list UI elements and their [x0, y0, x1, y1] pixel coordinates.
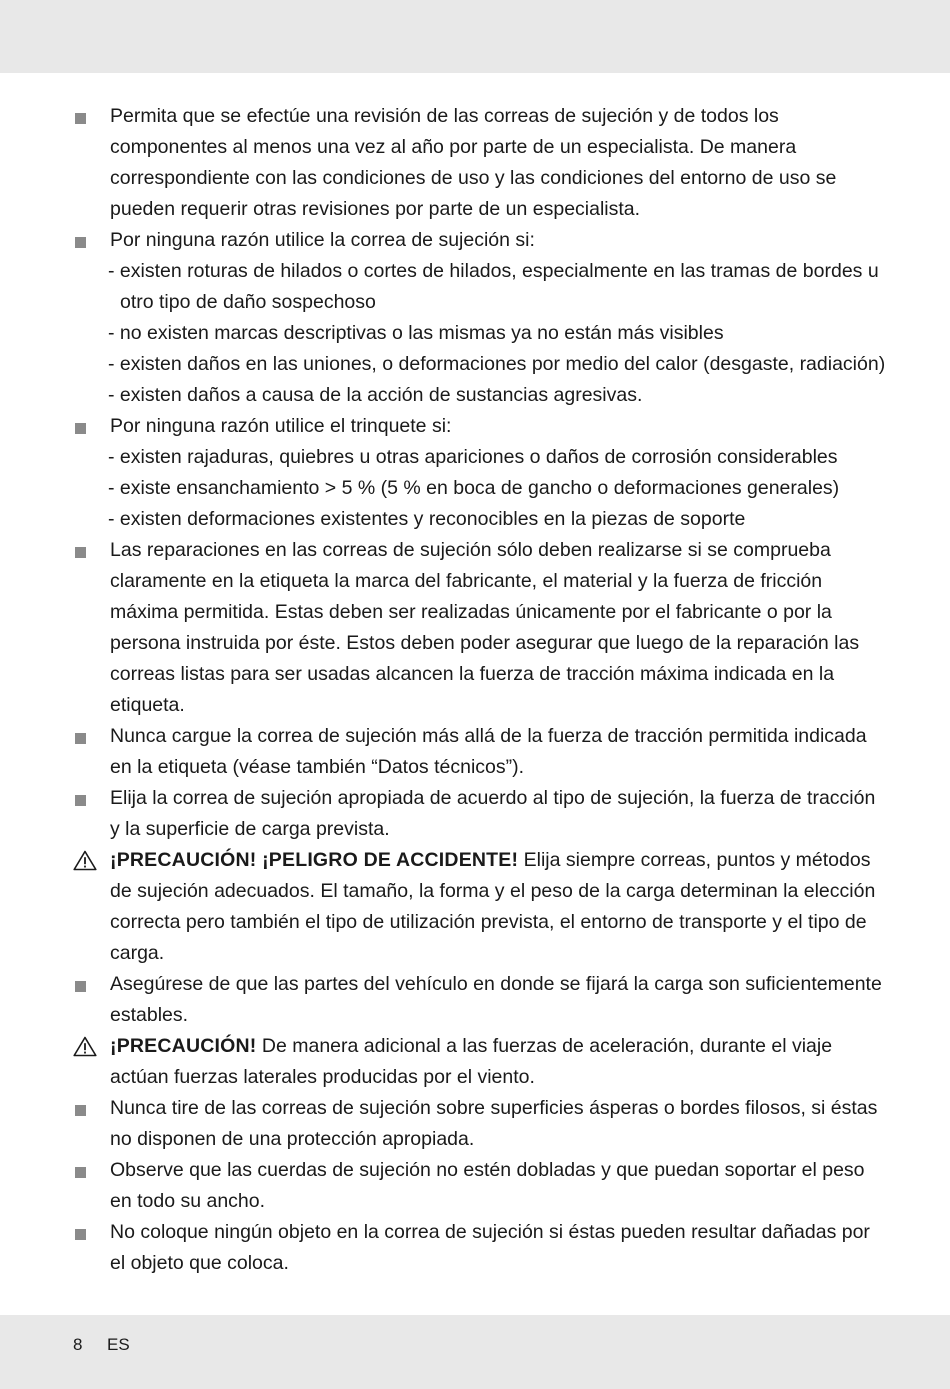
language-code: ES [107, 1335, 130, 1354]
square-bullet-icon [73, 783, 103, 814]
sub-item: - existen roturas de hilados o cortes de hilados, especialmente en las tramas de bordes u otro tipo de daño sospechoso [108, 260, 879, 313]
list-item [70, 721, 890, 783]
sub-item: - existe ensanchamiento > 5 % (5 % en boca de gancho o deformaciones generales) [108, 477, 840, 499]
list-item [70, 535, 890, 721]
sub-item: - no existen marcas descriptivas o las mismas ya no están más visibles [108, 322, 724, 344]
item-text: Nunca cargue la correa de sujeción más allá de la fuerza de tracción permitida indicada en la etiqueta (véase también “Datos técnicos”). [110, 725, 867, 778]
square-bullet-icon [73, 411, 103, 442]
list-item [70, 1217, 890, 1279]
page-number: 8 [73, 1335, 83, 1354]
item-text: Nunca tire de las correas de sujeción sobre superficies ásperas o bordes filosos, si éstas no disponen de una protección apropiada. [110, 1097, 878, 1150]
warning-item [70, 1031, 890, 1093]
item-text: Observe que las cuerdas de sujeción no estén dobladas y que puedan soportar el peso en todo su ancho. [110, 1159, 865, 1212]
square-bullet-icon [73, 225, 103, 256]
sub-item: - existen deformaciones existentes y reconocibles en la piezas de soporte [108, 508, 746, 530]
warning-triangle-icon [73, 1031, 103, 1062]
warning-heading: ¡PRECAUCIÓN! ¡PELIGRO DE ACCIDENTE! [110, 849, 519, 871]
item-text: Las reparaciones en las correas de sujeción sólo deben realizarse si se comprueba claramente en la etiqueta la marca del fabricante, el material y la fuerza de fricción máxima permitida. Estas deben ser realizadas únicamente por el fabricante o por la persona instruida por éste. Estos deben poder asegurar que luego de la reparación las correas listas para ser usadas alcancen la fuerza de tracción máxima indicada en la etiqueta. [110, 539, 860, 716]
warning-triangle-icon [73, 845, 103, 876]
item-text: Por ninguna razón utilice la correa de sujeción si: [110, 229, 535, 251]
list-item [70, 1155, 890, 1217]
document-body [70, 101, 890, 1279]
item-text: Elija la correa de sujeción apropiada de acuerdo al tipo de sujeción, la fuerza de tracción y la superficie de carga prevista. [110, 787, 876, 840]
square-bullet-icon [73, 535, 103, 566]
item-text: Por ninguna razón utilice el trinquete si: [110, 415, 452, 437]
square-bullet-icon [73, 721, 103, 752]
list-item [70, 101, 890, 225]
item-text: Asegúrese de que las partes del vehículo en donde se fijará la carga son suficientemente estables. [110, 973, 882, 1026]
list-item [70, 969, 890, 1031]
square-bullet-icon [73, 101, 103, 132]
item-text: No coloque ningún objeto en la correa de sujeción si éstas pueden resultar dañadas por el objeto que coloca. [110, 1221, 870, 1274]
warning-heading: ¡PRECAUCIÓN! [110, 1035, 257, 1057]
sub-item: - existen rajaduras, quiebres u otras apariciones o daños de corrosión considerables [108, 446, 838, 468]
square-bullet-icon [73, 969, 103, 1000]
item-text: Permita que se efectúe una revisión de las correas de sujeción y de todos los componentes al menos una vez al año por parte de un especialista. De manera correspondiente con las condiciones de uso y las condiciones del entorno de uso se pueden requerir otras revisiones por parte de un especialista. [110, 105, 837, 220]
sub-item: - existen daños en las uniones, o deformaciones por medio del calor (desgaste, radiación) [108, 353, 886, 375]
item-text: De manera adicional a las fuerzas de aceleración, durante el viaje actúan fuerzas laterales producidas por el viento. [110, 1035, 833, 1088]
list-item [70, 1093, 890, 1155]
list-item [70, 225, 890, 411]
item-text: Elija siempre correas, puntos y métodos de sujeción adecuados. El tamaño, la forma y el peso de la carga determinan la elección correcta pero también el tipo de utilización prevista, el entorno de transporte y el tipo de carga. [110, 849, 876, 964]
list-item [70, 783, 890, 845]
header-band [0, 0, 950, 73]
sub-item: - existen daños a causa de la acción de sustancias agresivas. [108, 384, 643, 406]
list-item [70, 411, 890, 535]
square-bullet-icon [73, 1217, 103, 1248]
square-bullet-icon [73, 1093, 103, 1124]
square-bullet-icon [73, 1155, 103, 1186]
footer-band [0, 1315, 950, 1389]
warning-item [70, 845, 890, 969]
